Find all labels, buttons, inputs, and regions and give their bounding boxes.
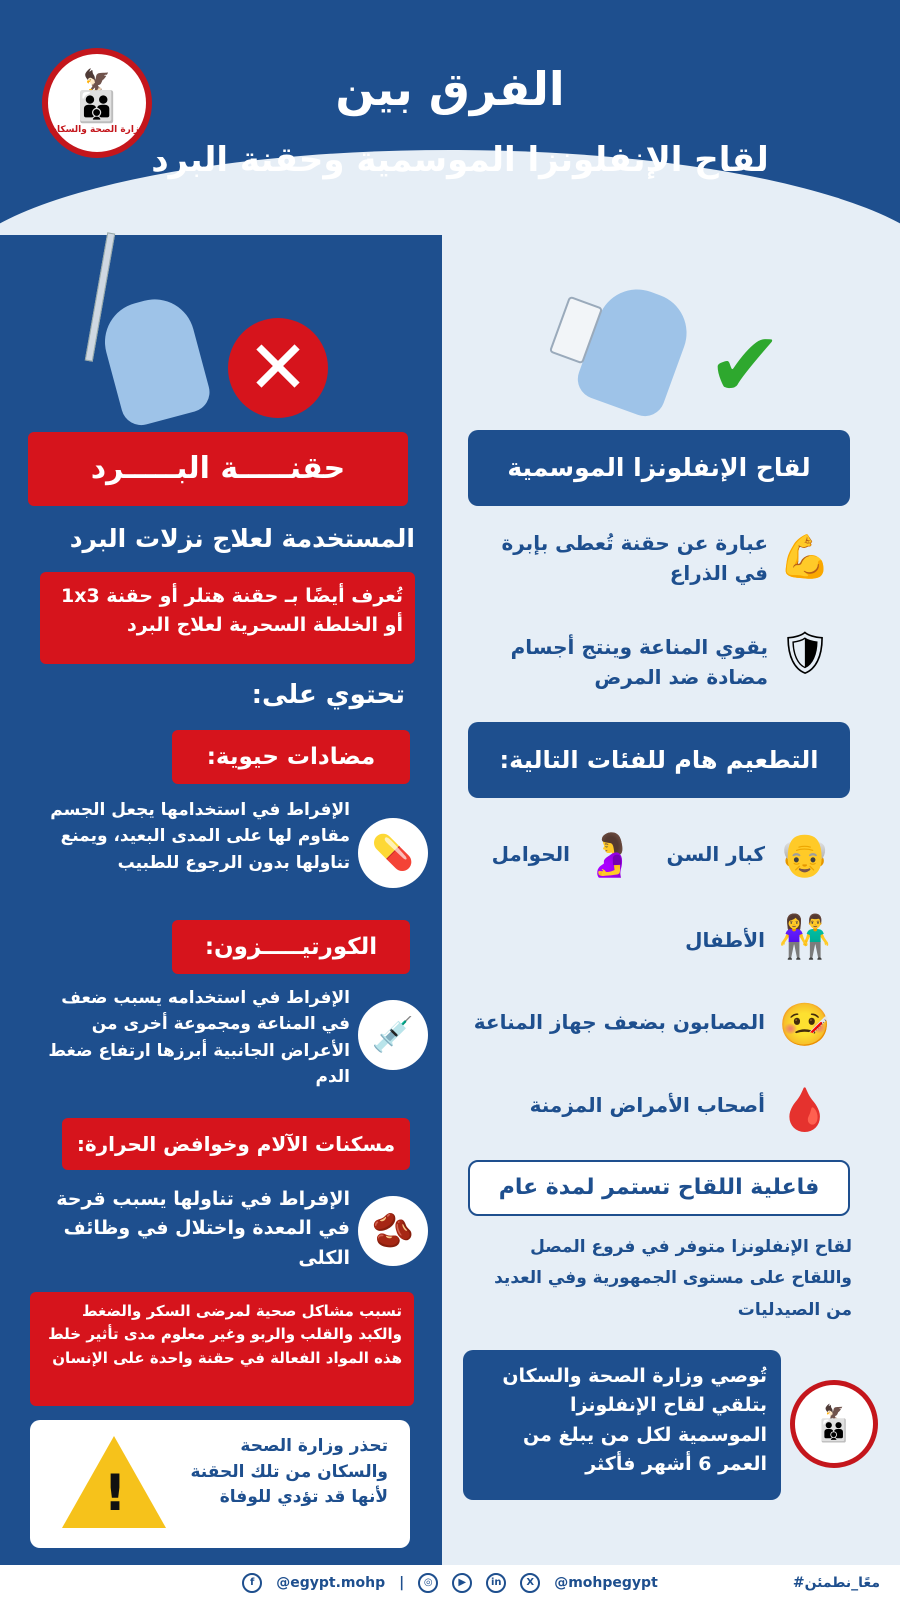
groups-title: التطعيم هام للفئات التالية:	[468, 722, 850, 798]
eagle-icon: 🦅	[83, 69, 111, 94]
linkedin-icon[interactable]: in	[486, 1573, 506, 1593]
family-icon: 👪	[78, 90, 116, 125]
youtube-icon[interactable]: ▶	[452, 1573, 472, 1593]
hashtag: #معًا_نطمئن	[792, 1574, 880, 1591]
availability-text: لقاح الإنفلونزا متوفر في فروع المصل واللقاح على مستوى الجمهورية وفي العديد من الصيدليات	[494, 1237, 852, 1320]
effectiveness-box: فاعلية اللقاح تستمر لمدة عام	[468, 1160, 850, 1216]
x-icon[interactable]: X	[520, 1573, 540, 1593]
cortisone-title: الكورتيـــــزون:	[172, 920, 410, 974]
glucometer-icon: 🩸	[778, 1085, 832, 1134]
antibiotics-text: الإفراط في استخدامها يجعل الجسم مقاوم لها على المدى البعيد، ويمنع تناولها بدون الرجوع للطبيب	[50, 800, 350, 873]
painkillers-title: مسكنات الآلام وخوافض الحرارة:	[62, 1118, 410, 1170]
ministry-logo: 🦅 👪 وزارة الصحة والسكان	[42, 48, 152, 158]
family-icon: 👪	[820, 1419, 848, 1444]
pregnant-icon: 🤰	[583, 830, 637, 879]
antibiotics-title: مضادات حيوية:	[172, 730, 410, 784]
group-immunocompromised: المصابون بضعف جهاز المناعة	[473, 1010, 765, 1034]
cortisone-text: الإفراط في استخدامه يسبب ضعف في المناعة ومجموعة أخرى من الأعراض الجانبية أبرزها ارتفاع ضغط الدم	[48, 988, 350, 1088]
social-handle[interactable]: @mohpegypt	[554, 1574, 658, 1591]
elderly-icon: 👴	[778, 830, 832, 879]
facebook-icon[interactable]: f	[242, 1573, 262, 1593]
page-subtitle: لقاح الإنفلونزا الموسمية وحقنة البرد	[151, 140, 769, 180]
immunity-shield-icon: 🛡	[778, 628, 832, 677]
death-alert-box: ! تحذر وزارة الصحة والسكان من تلك الحقنة لأنها قد تؤدي للوفاة	[30, 1420, 410, 1548]
flu-vaccine-heading: لقاح الإنفلونزا الموسمية	[468, 430, 850, 506]
medicine-icon: 💊	[358, 818, 428, 888]
arm-injection-icon: 💪	[778, 532, 832, 581]
death-alert-text: تحذر وزارة الصحة والسكان من تلك الحقنة لأنها قد تؤدي للوفاة	[190, 1436, 388, 1507]
facebook-handle[interactable]: @egypt.mohp	[276, 1574, 386, 1591]
recommendation-box: تُوصي وزارة الصحة والسكان بتلقي لقاح الإنفلونزا الموسمية لكل من يبلغ من العمر 6 أشهر فأكثر	[463, 1350, 781, 1500]
group-children: الأطفال	[685, 928, 765, 952]
footer: f @egypt.mohp | ◎ ▶ in X @mohpegypt #معًا_نطمئن	[0, 1565, 900, 1600]
contains-label: تحتوي على:	[251, 680, 405, 710]
instagram-icon[interactable]: ◎	[418, 1573, 438, 1593]
painkillers-text: الإفراط في تناولها يسبب قرحة في المعدة واختلال في وظائف الكلى	[56, 1188, 350, 1269]
kidney-icon: 🫘	[358, 1196, 428, 1266]
children-icon: 👫	[778, 912, 832, 961]
pills-icon: 💉	[358, 1000, 428, 1070]
group-chronic: أصحاب الأمراض المزمنة	[529, 1093, 765, 1117]
x-mark-icon: ✕	[228, 318, 328, 418]
cold-shot-subtitle: المستخدمة لعلاج نزلات البرد	[69, 524, 415, 553]
cold-shot-heading: حقنـــــة البـــــرد	[28, 432, 408, 506]
check-mark-icon: ✔	[707, 312, 783, 418]
fact-immunity: يقوي المناعة وينتج أجسام مضادة ضد المرض	[510, 635, 768, 689]
patient-icon: 🤒	[778, 1000, 832, 1049]
group-pregnant: الحوامل	[491, 842, 570, 866]
eagle-icon: 🦅	[824, 1403, 844, 1422]
health-risk-warning: تسبب مشاكل صحية لمرضى السكر والضغط والكبد والقلب والربو وغير معلوم مدى تأثير خلط هذه المواد الفعالة في حقنة واحدة على الإنسان	[30, 1292, 414, 1406]
group-elderly: كبار السن	[666, 842, 765, 866]
cold-shot-aka: تُعرف أيضًا بـ حقنة هتلر أو حقنة 1x3 أو الخلطة السحرية لعلاج البرد	[40, 572, 415, 664]
fact-injection: عبارة عن حقنة تُعطى بإبرة في الذراع	[501, 531, 768, 585]
page-title: الفرق بين	[335, 62, 565, 116]
ministry-logo-small	[790, 1380, 878, 1468]
